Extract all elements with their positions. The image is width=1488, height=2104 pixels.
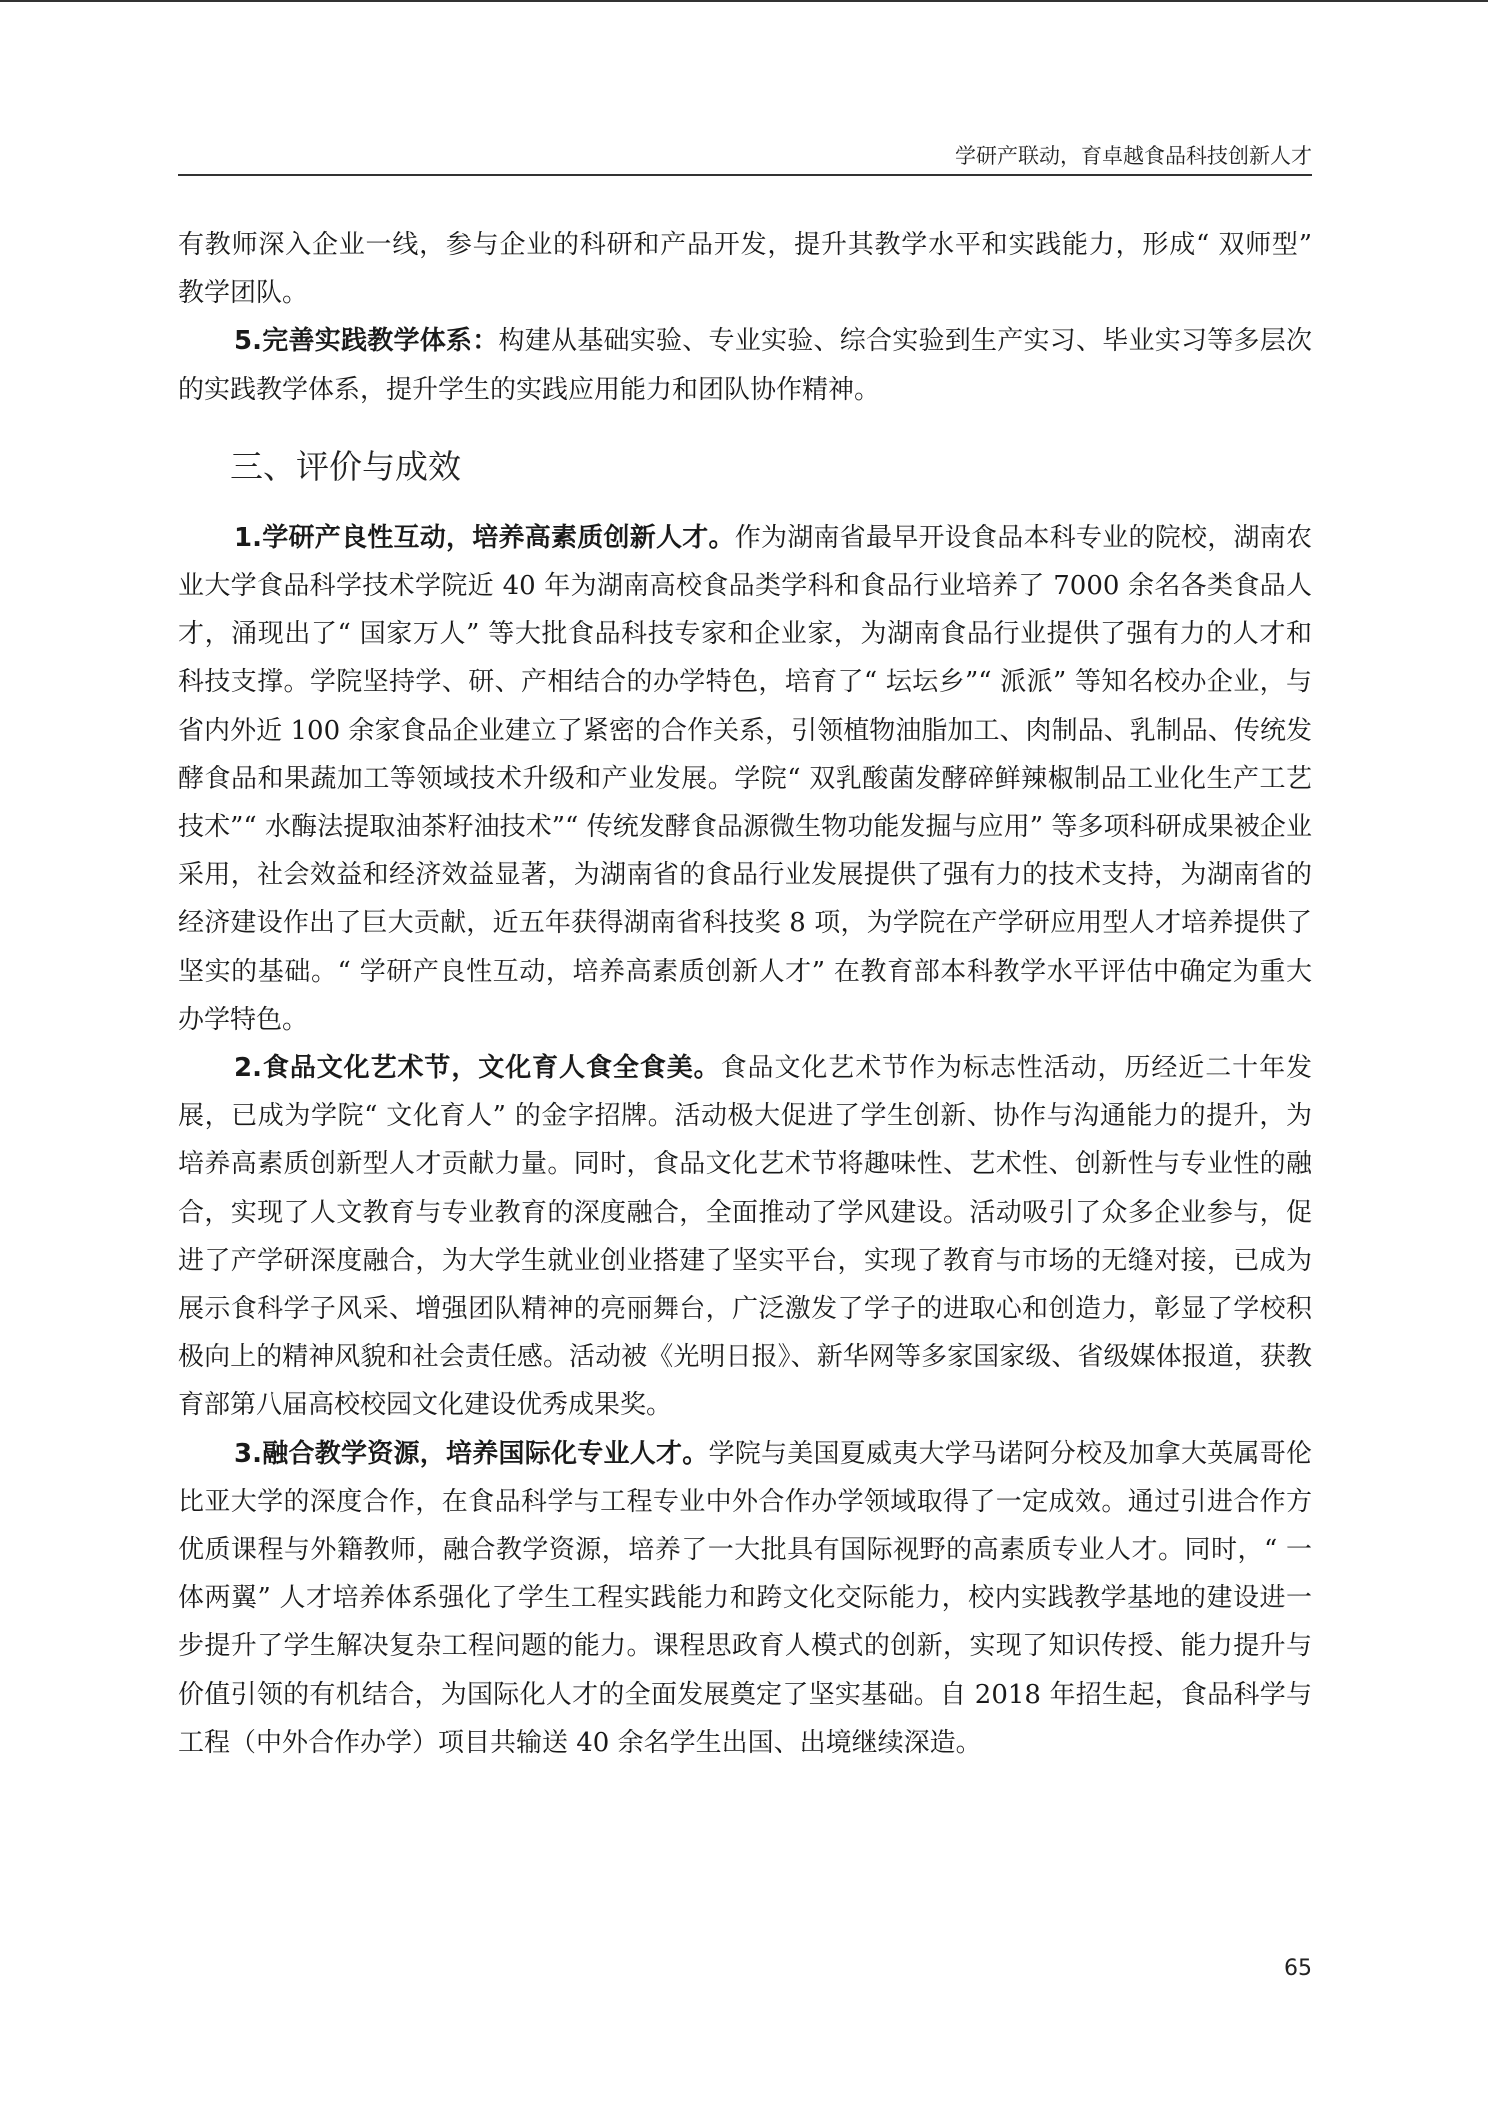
paragraph-lead: 3.融合教学资源，培养国际化专业人才。 [234,1438,709,1469]
running-header-title: 学研产联动，育卓越食品科技创新人才 [955,144,1312,168]
practice-system-paragraph [178,317,1312,413]
continued-paragraph: 有教师深入企业一线，参与企业的科研和产品开发，提升其教学水平和实践能力，形成“ 双师型” 教学团队。 [178,230,1312,309]
paragraph-text: 构建从基础实验、专业实验、综合实验到生产实习、毕业实习等多层次的实践教学体系，提升学生的实践应用能力和团队协作精神。 [178,326,1312,405]
paragraph-text: 学院与美国夏威夷大学马诺阿分校及加拿大英属哥伦比亚大学的深度合作，在食品科学与工程专业中外合作办学领域取得了一定成效。通过引进合作方优质课程与外籍教师，融合教学资源，培养了一大批具有国际视野的高素质专业人才。同时，“ 一体两翼” 人才培养体系强化了学生工程实践能力和跨文化交际能力，校内实践教学基地的建设进一步提升了学生解决复杂工程问题的能力。课程思政育人模式的创新，实现了知识传授、能力提升与价值引领的有机结合，为国际化人才的全面发展奠定了坚实基础。自 2018 年招生起，食品科学与工程（中外合作办学）项目共输送 40 余名学生出国、出境继续深造。 [178,1438,1312,1758]
page-body [178,221,1312,1767]
paragraph-text: 食品文化艺术节作为标志性活动，历经近二十年发展，已成为学院“ 文化育人” 的金字招牌。活动极大促进了学生创新、协作与沟通能力的提升，为培养高素质创新型人才贡献力量。同时，食品文化艺术节将趣味性、艺术性、创新性与专业性的融合，实现了人文教育与专业教育的深度融合，全面推动了学风建设。活动吸引了众多企业参与，促进了产学研深度融合，为大学生就业创业搭建了坚实平台，实现了教育与市场的无缝对接，已成为展示食科学子风采、增强团队精神的亮丽舞台，广泛激发了学子的进取心和创造力，彰显了学校积极向上的精神风貌和社会责任感。活动被《光明日报》、新华网等多家国家级、省级媒体报道，获教育部第八届高校校园文化建设优秀成果奖。 [178,1053,1312,1421]
paragraph-text: 作为湖南省最早开设食品本科专业的院校，湖南农业大学食品科学技术学院近 40 年为湖南高校食品类学科和食品行业培养了 7000 余名各类食品人才，涌现出了“ 国家万人” 等大批食品科技专家和企业家，为湖南食品行业提供了强有力的人才和科技支撑。学院坚持学、研、产相结合的办学特色，培育了“ 坛坛乡”“ 派派” 等知名校办企业，与省内外近 100 余家食品企业建立了紧密的合作关系，引领植物油脂加工、肉制品、乳制品、传统发酵食品和果蔬加工等领域技术升级和产业发展。学院“ 双乳酸菌发酵碎鲜辣椒制品工业化生产工艺技术”“ 水酶法提取油茶籽油技术”“ 传统发酵食品源微生物功能发掘与应用” 等多项科研成果被企业采用，社会效益和经济效益显著，为湖南省的食品行业发展提供了强有力的技术支持，为湖南省的经济建设作出了巨大贡献，近五年获得湖南省科技奖 8 项，为学院在产学研应用型人才培养提供了坚实的基础。“ 学研产良性互动，培养高素质创新人才” 在教育部本科教学水平评估中确定为重大办学特色。 [178,522,1312,1035]
outcome-paragraph-2 [178,1044,1312,1430]
section-heading: 三、评价与成效 [230,446,461,486]
paragraph-lead: 5.完善实践教学体系： [234,326,499,357]
paragraph-lead: 2.食品文化艺术节，文化育人食全食美。 [234,1053,721,1084]
outcome-paragraph-1 [178,514,1312,1044]
paragraph-lead: 1.学研产良性互动，培养高素质创新人才。 [234,522,735,553]
page-top-border [0,0,1488,2]
page-number: 65 [1284,1956,1312,1981]
running-header [178,138,1312,176]
outcome-paragraph-3 [178,1430,1312,1767]
